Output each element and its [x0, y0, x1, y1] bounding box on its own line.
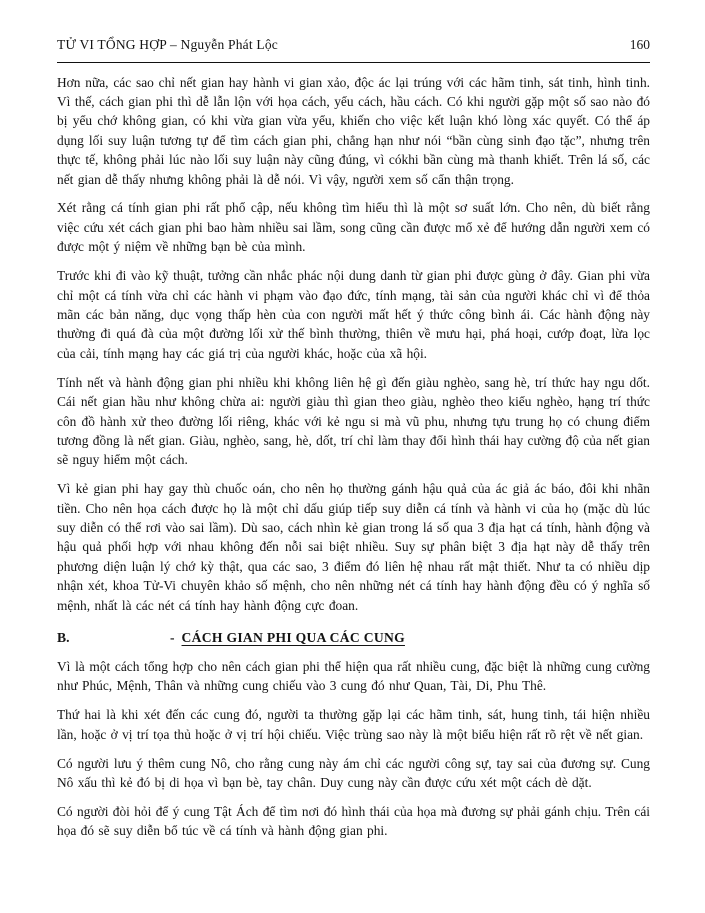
page-header: [57, 36, 650, 53]
paragraph: Có người đòi hỏi để ý cung Tật Ách để tìm nơi đó hình thái của họa mà đương sự phải gánh chịu. Trên cái họa đó sẽ suy diễn bổ túc về cá tính và hành động gian phi.: [57, 803, 651, 839]
paragraph: Trước khi đi vào kỹ thuật, tưởng cần nhắc phác nội dung danh từ gian phi được gùng ở đây. Gian phi vừa chỉ một cá tính vừa chỉ các hành vi phạm vào đạo đức, tính mạng, tài sản của người khác chỉ vì để thỏa mãn các bản năng, dục vọng thấp hèn của con người mất hết ý thức công bình ái. Các hành động này thường đi quá đà của một đường lối xử thế bình thường, thiên về mưu hại, phá hoại, cướp đoạt, lừa lọc của cải, tính mạng hay các giá trị của người khác, hoặc của xã hội.: [57, 268, 650, 361]
paragraph: Xét rằng cá tính gian phi rất phổ cập, nếu không tìm hiểu thì là một sơ suất lớn. Cho nên, dù biết rằng việc cứu xét cách gian phi bao hàm nhiều sai lầm, song cũng cần được mổ xẻ để hướng dẫn người xem có được một ý niệm về những bạn bè của mình.: [57, 200, 650, 255]
paragraph: Hơn nữa, các sao chỉ nết gian hay hành vi gian xảo, độc ác lại trúng với các hãm tinh, sát tinh, hình tinh. Vì thế, cách gian phi thì dễ lẫn lộn với họa cách, yểu cách, hầu cách. Có khi người gặp một số sao nào đó bị yểu chớ không gian, có khi vừa gian vừa yểu, khiến cho việc kết luận khó lòng xác quyết. Có thể áp dụng lối suy luận tương tự để tìm cách gian phi, chẳng hạn như nói “bần cùng sinh đạo tặc”, nhưng trên thực tế, không phải lúc nào lối suy luận này cũng đúng, vì cókhi bần cùng mà thanh khiết. Trên lá số, các nết gian dễ thấy nhưng không phải là dễ nói. Vì vậy, người xem số cẩn thận trọng.: [57, 74, 650, 187]
paragraph: Thứ hai là khi xét đến các cung đó, người ta thường gặp lại các hãm tinh, sát, hung tinh, tái hiện nhiều lần, hoặc ở vị trí tọa thủ hoặc ở vị trí hội chiếu. Việc trùng sao này là một biểu hiện rất rõ rệt về nết gian.: [57, 707, 650, 742]
paragraph: Vì là một cách tổng hợp cho nên cách gian phi thể hiện qua rất nhiều cung, đặc biệt là những cung cường như Phúc, Mệnh, Thân và những cung chiếu vào 3 cung đó như Quan, Tài, Di, Phu Thê.: [57, 658, 650, 694]
page-body: [57, 73, 650, 841]
section-dash: -: [170, 630, 175, 646]
page-number: 160: [629, 37, 650, 52]
paragraph: Vì kẻ gian phi hay gay thù chuốc oán, cho nên họ thường gánh hậu quả của ác giả ác báo, đôi khi nhãn tiền. Cho nên họa cách được họ là một chỉ dấu giúp tiếp suy diễn cá tính và hành vi của họ (mặc dù lúc suy diễn có thể rơi vào sai lầm). Dù sao, cách nhìn kẻ gian trong lá số qua 3 địa hạt cá tính, hành động và hậu quả phối hợp với nhau không đến nỗi sai biệt nhiều. Suy sự phân biệt 3 địa hạt này dễ thấy trên phương diện luận lý chớ kỳ thật, qua các sao, 3 điểm đó liên hệ nhau rất mật thiết. Như ta có nhiều dịp nhận xét, khoa Tử-Vi chuyên khảo số mệnh, cho nên những nét cá tính hay hành động đều có ý nghĩa số mệnh, nhất là các nét cá tính hay hành động cực đoan.: [57, 481, 650, 613]
section-label: B.: [57, 630, 70, 646]
section-heading: [57, 628, 650, 647]
paragraph: Tính nết và hành động gian phi nhiều khi không liên hệ gì đến giàu nghèo, sang hè, trí thức hay ngu dốt. Cái nết gian hầu như không chừa ai: người giàu thì gian theo giàu, nghèo theo kiểu nghèo, hạng trí thức côn đồ hành xử theo đường lối riêng, khác với kẻ ngu si mà vũ phu, nhưng tựu trung họ có chung điểm tương đồng là nết gian. Giàu, nghèo, sang, hè, dốt, trí chỉ làm thay đổi hình thái hay cường độ của nết gian sẽ nguy hiểm một cách.: [57, 374, 650, 468]
header-rule: [57, 62, 650, 63]
paragraph: Có người lưu ý thêm cung Nô, cho rằng cung này ám chỉ các người công sự, tay sai của đương sự. Cung Nô xấu thì kẻ đó bị di họa vì bạn bè, tay chân. Duy cung này cần được cứu xét một cách dè dặt.: [57, 755, 650, 790]
book-title: TỬ VI TỔNG HỢP – Nguyễn Phát Lộc: [57, 37, 278, 52]
section-title: CÁCH GIAN PHI QUA CÁC CUNG: [181, 630, 405, 646]
